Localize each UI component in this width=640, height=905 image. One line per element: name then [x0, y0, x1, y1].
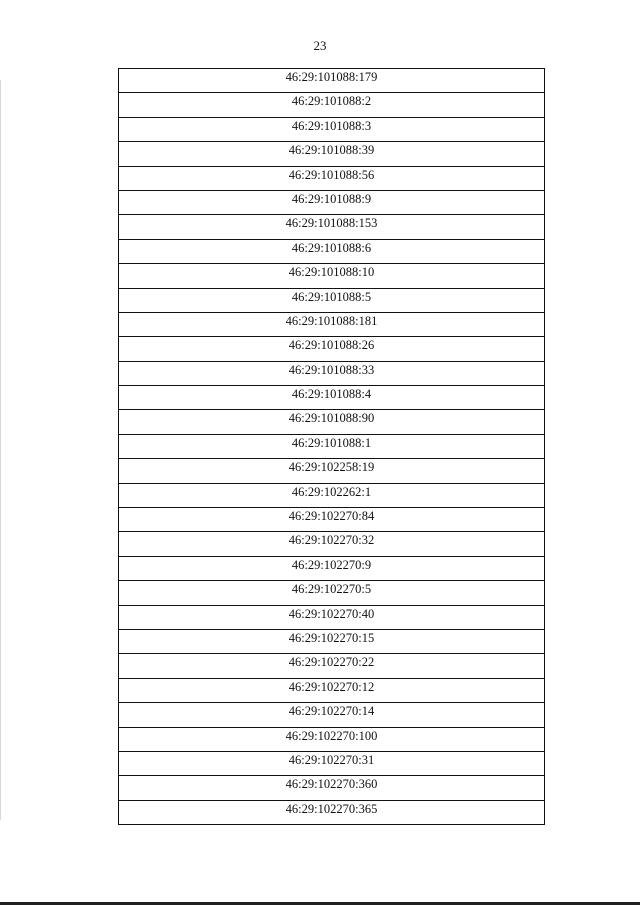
table-row: [119, 727, 545, 751]
table-row: [119, 166, 545, 190]
cadastral-number-cell: 46:29:102270:14: [119, 703, 545, 727]
table-row: [119, 215, 545, 239]
cadastral-number-cell: 46:29:102258:19: [119, 459, 545, 483]
table-row: [119, 678, 545, 702]
table-row: [119, 117, 545, 141]
cadastral-number-cell: 46:29:102270:365: [119, 800, 545, 824]
cadastral-number-cell: 46:29:101088:6: [119, 239, 545, 263]
cadastral-number-cell: 46:29:102270:360: [119, 776, 545, 800]
cadastral-number-cell: 46:29:101088:33: [119, 361, 545, 385]
table-row: [119, 581, 545, 605]
cadastral-number-cell: 46:29:101088:5: [119, 288, 545, 312]
cadastral-number-cell: 46:29:101088:3: [119, 117, 545, 141]
cadastral-number-cell: 46:29:102270:31: [119, 751, 545, 775]
table-row: [119, 703, 545, 727]
cadastral-number-cell: 46:29:102270:100: [119, 727, 545, 751]
table-body: [119, 69, 545, 825]
page-number: 23: [313, 38, 327, 53]
cadastral-number-cell: 46:29:102270:5: [119, 581, 545, 605]
table-row: [119, 654, 545, 678]
table-row: [119, 483, 545, 507]
table-row: [119, 239, 545, 263]
scan-shadow-line: [0, 80, 1, 820]
cadastral-number-cell: 46:29:102270:40: [119, 605, 545, 629]
table-row: [119, 93, 545, 117]
cadastral-number-cell: 46:29:101088:2: [119, 93, 545, 117]
table-row: [119, 800, 545, 824]
table-row: [119, 776, 545, 800]
cadastral-number-cell: 46:29:102262:1: [119, 483, 545, 507]
table-row: [119, 142, 545, 166]
table-row: [119, 410, 545, 434]
cadastral-number-cell: 46:29:102270:9: [119, 556, 545, 580]
table-row: [119, 751, 545, 775]
cadastral-number-cell: 46:29:102270:15: [119, 629, 545, 653]
table-row: [119, 556, 545, 580]
cadastral-number-cell: 46:29:101088:1: [119, 434, 545, 458]
cadastral-number-cell: 46:29:101088:56: [119, 166, 545, 190]
cadastral-number-cell: 46:29:102270:32: [119, 532, 545, 556]
table-row: [119, 190, 545, 214]
table-row: [119, 264, 545, 288]
cadastral-number-cell: 46:29:102270:84: [119, 508, 545, 532]
table-row: [119, 337, 545, 361]
cadastral-number-cell: 46:29:101088:10: [119, 264, 545, 288]
cadastral-number-cell: 46:29:101088:153: [119, 215, 545, 239]
table-row: [119, 386, 545, 410]
cadastral-number-cell: 46:29:101088:39: [119, 142, 545, 166]
cadastral-number-cell: 46:29:101088:179: [119, 69, 545, 93]
table-row: [119, 312, 545, 336]
cadastral-number-cell: 46:29:101088:90: [119, 410, 545, 434]
table-row: [119, 69, 545, 93]
table-row: [119, 288, 545, 312]
cadastral-number-cell: 46:29:101088:26: [119, 337, 545, 361]
cadastral-number-cell: 46:29:102270:22: [119, 654, 545, 678]
cadastral-number-cell: 46:29:101088:9: [119, 190, 545, 214]
table-row: [119, 508, 545, 532]
cadastral-number-cell: 46:29:101088:4: [119, 386, 545, 410]
cadastral-number-cell: 46:29:102270:12: [119, 678, 545, 702]
cadastral-number-cell: 46:29:101088:181: [119, 312, 545, 336]
table-row: [119, 605, 545, 629]
table-row: [119, 361, 545, 385]
table-row: [119, 532, 545, 556]
table-row: [119, 629, 545, 653]
cadastral-number-table: [118, 68, 545, 825]
table-row: [119, 459, 545, 483]
table-row: [119, 434, 545, 458]
